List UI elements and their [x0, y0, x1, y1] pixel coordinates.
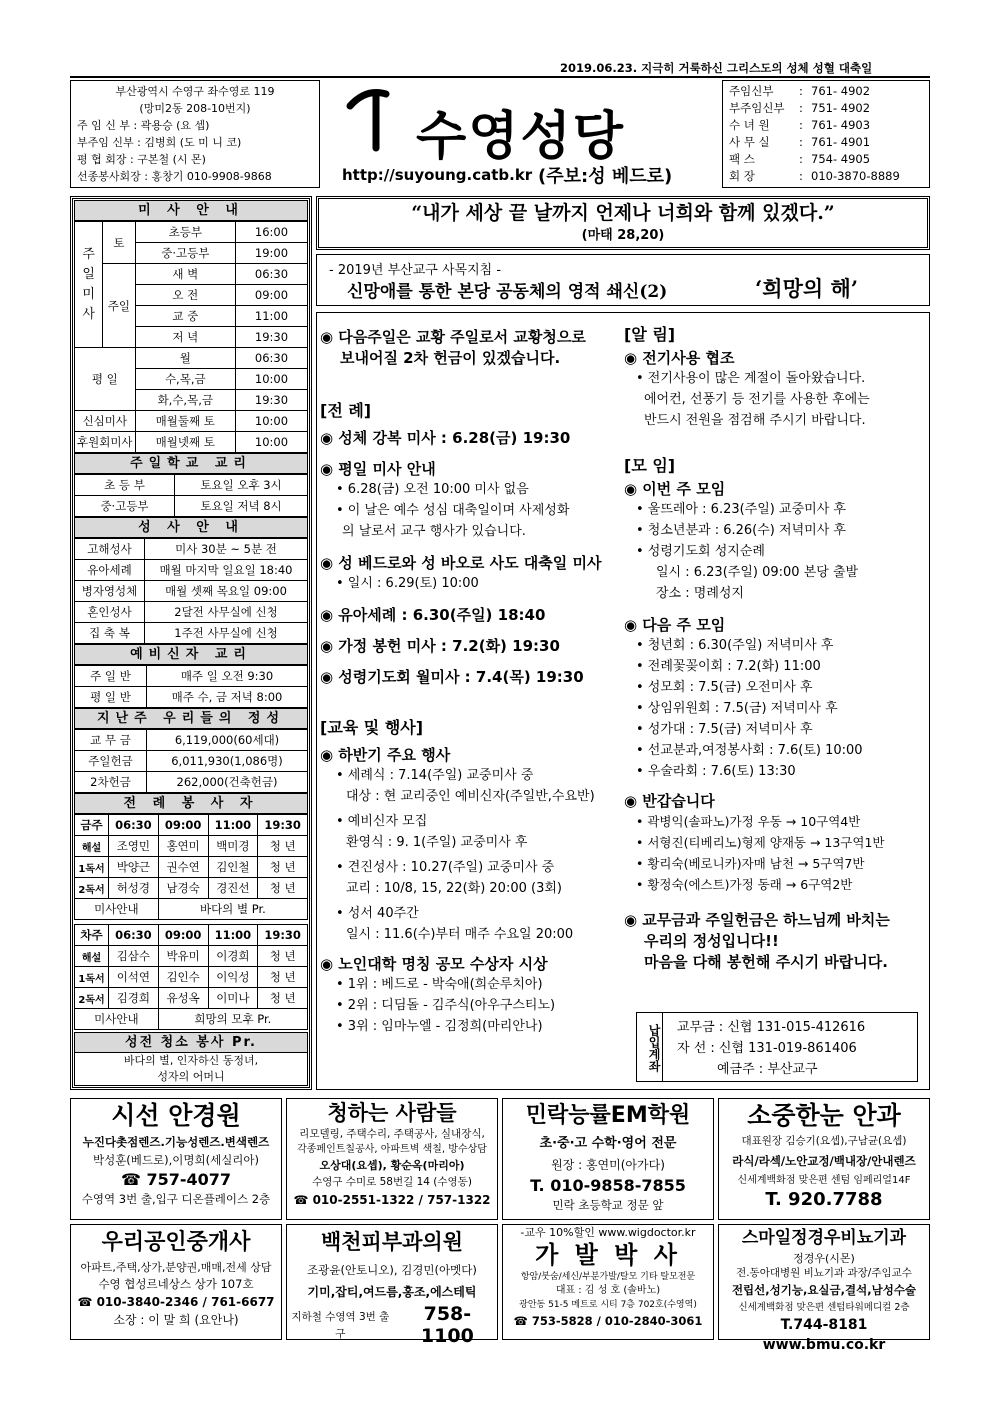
liturgy-title: 전 례 봉 사 자 [74, 793, 308, 814]
row-label: 병자영성체 [75, 581, 145, 602]
cell: 06:30 [109, 815, 159, 836]
mass-name: 초등부 [135, 222, 235, 243]
cell: 희망의 모후 Pr. [158, 1009, 307, 1030]
cell: 청 년 [258, 878, 308, 899]
ad-line: 대표원장 김승기(요셉),구남균(요셉) [741, 1135, 907, 1147]
ad-academy [502, 1098, 714, 1220]
ad-title: 시선 안경원 [111, 1101, 241, 1130]
ad-title: 청하는 사람들 [327, 1100, 457, 1125]
mass-time: 16:00 [236, 222, 308, 243]
cell: 2독서 [75, 988, 109, 1009]
ad-title: 민락능률EM학원 [525, 1103, 691, 1128]
lit-item-line: • 일시 : 6.29(토) 10:00 [336, 576, 479, 591]
meeting-line: • 선교분과,여정봉사회 : 7.6(토) 10:00 [636, 743, 863, 758]
tithe-notice: 우리의 정성입니다!! [644, 932, 779, 950]
row-value: 6,119,000(60세대) [147, 730, 308, 751]
top-rule [70, 76, 930, 78]
cell: 금주 [75, 815, 109, 836]
lit-item-line: • 이 날은 예수 성심 대축일이며 사제성화 [336, 503, 570, 518]
ad-dermatology [286, 1224, 498, 1347]
cleaning-groups [74, 1053, 308, 1086]
cell: 06:30 [109, 925, 159, 946]
mass-time: 10:00 [236, 411, 308, 432]
meeting-line: • 성모회 : 7.5(금) 오전미사 후 [636, 680, 813, 695]
edu-item-title: ◉ 노인대학 명칭 공모 수상자 시상 [320, 955, 548, 973]
assistant-pastor-line: 부주임 신부 : 김병희 (도 미 니 코) [77, 136, 242, 149]
this-week-table [74, 814, 308, 920]
ad-line: 박성훈(베드로),이명희(세실리아) [92, 1153, 260, 1167]
cell: 이석연 [109, 967, 159, 988]
pastor-line: 주 임 신 부 : 곽용승 (요 셉) [77, 119, 210, 132]
ad-title: 스마일정경우비뇨기과 [741, 1228, 907, 1248]
cell: 바다의 별 Pr. [158, 899, 307, 920]
ad-eye-clinic [718, 1098, 930, 1220]
cell: 해설 [75, 836, 109, 857]
lit-item-title: ◉ 가정 봉헌 미사 : 7.2(화) 19:30 [320, 637, 560, 655]
ad-line: -교우 10%할인 www.wigdoctor.kr [520, 1226, 696, 1239]
account-label: 납입계좌 [637, 1013, 663, 1081]
ad-line: 신세계백화점 맞은편 센텀 임페리얼14F [737, 1175, 911, 1186]
quote-source: (마태 28,20) [581, 228, 665, 243]
sunday-school-title: 주일학교 교리 [74, 453, 308, 474]
ad-line: 전.동아대병원 비뇨기과 과장/주임교수 [736, 1267, 912, 1279]
ad-line: 아파트,주택,상가,분양권,매매,전세 상담 [80, 1261, 272, 1274]
row-label: 주 일 반 [75, 666, 147, 687]
edu-item-line: • 3위 : 임마누엘 - 김정희(마리안나) [336, 1019, 543, 1034]
ad-phone: ☎ 010-3840-2346 / 761-6677 [77, 1295, 275, 1309]
ad-wig [502, 1224, 714, 1340]
mass-time: 06:30 [236, 264, 308, 285]
cell: 경진선 [208, 878, 258, 899]
cell: 홍연미 [158, 836, 208, 857]
row-label: 주일헌금 [75, 751, 147, 772]
meeting-line: 장소 : 명례성지 [656, 586, 744, 601]
cell: 김경희 [109, 988, 159, 1009]
sacrament-title: 성 사 안 내 [74, 517, 308, 538]
mass-label: 후원회미사 [75, 432, 136, 453]
offering-table [74, 729, 308, 793]
mass-name: 화,수,목,금 [135, 390, 235, 411]
mass-name: 수,목,금 [135, 369, 235, 390]
ad-line: 초·중·고 수학·영어 전문 [539, 1136, 677, 1151]
ad-line: 전립선,성기능,요실금,결석,남성수술 [731, 1283, 917, 1297]
mass-time: 06:30 [236, 348, 308, 369]
ad-title: 백천피부과의원 [320, 1230, 463, 1254]
meeting-line: • 상임위원회 : 7.5(금) 저녁미사 후 [636, 701, 838, 716]
tithe-notice: ◉ 교무금과 주일헌금은 하느님께 바치는 [624, 911, 890, 929]
mass-name: 매월넷째 토 [135, 432, 235, 453]
ad-phone: ☎ 010-2551-1322 / 757-1322 [293, 1193, 491, 1207]
education-section-head: [교육 및 행사] [320, 718, 424, 737]
mass-name: 저 녁 [135, 327, 235, 348]
cell: 09:00 [158, 815, 208, 836]
edu-item-line: • 성서 40주간 [336, 906, 419, 921]
funeral-line: 선종봉사회장 : 홍창기 010-9908-9868 [77, 170, 272, 183]
weekday-label: 평 일 [75, 348, 136, 411]
ad-line: 대표 : 김 성 호 (솔바노) [555, 1285, 661, 1296]
ad-line: 정경우(시몬) [793, 1252, 855, 1265]
cleaning-title: 성전 청소 봉사 Pr. [74, 1032, 308, 1053]
next-week-meetings-title: ◉ 다음 주 모임 [624, 616, 726, 634]
mass-time: 19:30 [236, 390, 308, 411]
cell: 1독서 [75, 967, 109, 988]
ad-phone: T. 920.7788 [765, 1189, 883, 1210]
ad-phone: T. 010-9858-7855 [530, 1176, 686, 1195]
ad-phone: ☎ 757-4077 [120, 1170, 232, 1189]
cell: 2독서 [75, 878, 109, 899]
cell: 김삼수 [109, 946, 159, 967]
mass-name: 중·고등부 [135, 243, 235, 264]
notice-line: • 전기사용이 많은 계절이 돌아왔습니다. [636, 371, 866, 386]
ad-foot: 소장 : 이 말 희 (요안나) [113, 1313, 239, 1327]
ad-line: 광안동 51-5 메트로 시티 7층 702호(수영역) [519, 1300, 697, 1310]
mass-table [74, 221, 308, 453]
row-label: 집 축 복 [75, 623, 145, 644]
ad-remodeling [286, 1098, 498, 1220]
quote-box [316, 196, 930, 250]
row-label: 고해성사 [75, 539, 145, 560]
liturgy-section-head: [전 례] [320, 401, 372, 420]
edu-item-line: 대상 : 현 교리중인 예비신자(주일반,수요반) [346, 789, 595, 804]
account-list [677, 1017, 865, 1080]
ad-line: 기미,잡티,여드름,홍조,에스테틱 [307, 1285, 477, 1299]
edu-item-line: • 1위 : 베드로 - 박숙애(희순루치아) [336, 977, 543, 992]
row-value: 2달전 사무실에 신청 [145, 602, 308, 623]
ad-line: 수영 협성르네상스 상가 107호 [98, 1277, 254, 1291]
row-label: 유아세례 [75, 560, 145, 581]
mass-label: 신심미사 [75, 411, 136, 432]
cell: 11:00 [208, 815, 258, 836]
contact-label: 팩 스 [729, 152, 755, 166]
mass-name: 새 벽 [135, 264, 235, 285]
meeting-line: • 청소년분과 : 6.26(수) 저녁미사 후 [636, 523, 846, 538]
mass-name: 교 중 [135, 306, 235, 327]
notice-line: 반드시 전원을 점검해 주시기 바랍니다. [644, 413, 866, 428]
sunday-school-table [74, 474, 308, 517]
lit-item-line: • 6.28(금) 오전 10:00 미사 없음 [336, 482, 529, 497]
ad-realtor [70, 1224, 282, 1340]
cell: 해설 [75, 946, 109, 967]
ad-phone: ☎ 753-5828 / 010-2840-3061 [513, 1314, 703, 1328]
cell: 미사안내 [75, 899, 159, 920]
ad-foot: 수영역 3번 출,입구 디온플레이스 2층 [81, 1192, 271, 1206]
ad-title: 소중한눈 안과 [747, 1101, 901, 1130]
mass-name: 월 [135, 348, 235, 369]
lit-item-title: ◉ 성체 강복 미사 : 6.28(금) 19:30 [320, 429, 571, 447]
cell: 남경숙 [158, 878, 208, 899]
mass-time: 19:30 [236, 327, 308, 348]
contact-label: 회 장 [729, 169, 755, 183]
notice-title: ◉ 전기사용 협조 [624, 349, 735, 367]
contact-value: 751- 4902 [811, 101, 871, 115]
cell: 권수연 [158, 857, 208, 878]
edu-item-line: • 견진성사 : 10.27(주일) 교중미사 중 [336, 860, 555, 875]
cell: 이경희 [208, 946, 258, 967]
row-value: 매월 셋째 목요일 09:00 [145, 581, 308, 602]
sun-label: 주일 [103, 264, 135, 348]
row-label: 혼인성사 [75, 602, 145, 623]
cell: 김인철 [208, 857, 258, 878]
cross-icon [346, 84, 396, 157]
account-line: 예금주 : 부산교구 [717, 1062, 818, 1077]
notice-line: 에어컨, 선풍기 등 전기를 사용한 후에는 [644, 392, 870, 407]
account-line: 교무금 : 신협 131-015-412616 [677, 1020, 866, 1035]
cell: 청 년 [258, 988, 308, 1009]
ad-line: 각종페인트칠공사, 아파트벽 색칠, 방수상담 [297, 1144, 487, 1155]
cell: 청 년 [258, 946, 308, 967]
row-label: 평 일 반 [75, 687, 147, 708]
mass-name: 매월둘째 토 [135, 411, 235, 432]
row-value: 1주전 사무실에 신청 [145, 623, 308, 644]
cell: 이미나 [208, 988, 258, 1009]
account-box [636, 1012, 918, 1082]
catechumen-table [74, 665, 308, 708]
patron-label: (주보:성 베드로) [538, 166, 673, 187]
meeting-line: 일시 : 6.23(주일) 09:00 본당 출발 [656, 565, 859, 580]
row-value: 매주 수, 금 저녁 8:00 [147, 687, 308, 708]
cell: 1독서 [75, 857, 109, 878]
ad-title: 우리공인중개사 [101, 1229, 251, 1255]
logo-area [326, 80, 716, 188]
contact-value: 761- 4901 [811, 135, 871, 149]
mass-title: 미 사 안 내 [74, 200, 308, 221]
ad-line: 리모델링, 주택수리, 주택공사, 실내장식, [299, 1128, 485, 1140]
row-label: 중·고등부 [75, 496, 175, 517]
edu-item-title: ◉ 하반기 주요 행사 [320, 746, 451, 764]
sat-label: 토 [103, 222, 135, 264]
pastoral-box [316, 254, 930, 306]
edu-item-line: 일시 : 11.6(수)부터 매주 수요일 20:00 [346, 927, 574, 942]
offering-title: 지난주 우리들의 정성 [74, 708, 308, 729]
row-value: 토요일 저녁 8시 [175, 496, 308, 517]
cell: 11:00 [208, 925, 258, 946]
pastoral-year: - 2019년 부산교구 사목지침 - [329, 263, 502, 278]
pope-sunday-notice-2: 보내어질 2차 헌금이 있겠습니다. [340, 349, 561, 367]
ad-line: 항암/붓숨/세신/부분가발/탈모 기타 탈모전문 [520, 1272, 696, 1282]
contact-value: 754- 4905 [811, 152, 871, 166]
row-value: 미사 30분 ~ 5분 전 [145, 539, 308, 560]
lit-item-title: ◉ 성령기도회 월미사 : 7.4(목) 19:30 [320, 668, 584, 686]
date-line: 2019.06.23. 지극히 거룩하신 그리스도의 성체 성혈 대축일 [560, 61, 873, 75]
welcome-line: • 황정숙(에스트)가정 동래 → 6구역2반 [636, 877, 853, 892]
welcome-title: ◉ 반갑습니다 [624, 792, 715, 810]
mass-name: 오 전 [135, 285, 235, 306]
pope-sunday-notice: ◉ 다음주일은 교황 주일로서 교황청으로 [320, 328, 586, 346]
contact-label: 부주임신부 [729, 101, 785, 115]
logo-title: 수영성당 [416, 106, 625, 167]
cell: 차주 [75, 925, 109, 946]
cleaning-line: 바다의 별, 인자하신 동정녀, [123, 1054, 259, 1067]
parish-info [70, 80, 320, 188]
edu-item-line: 환영식 : 9. 1(주일) 교중미사 후 [346, 835, 528, 850]
lit-item-line: 의 날로서 교구 행사가 있습니다. [342, 524, 526, 539]
ad-line: 오상대(요셉), 황순옥(마리아) [319, 1159, 465, 1172]
cell: 청 년 [258, 857, 308, 878]
pastoral-year-name: ‘희망의 해’ [755, 276, 859, 301]
contact-value: 010-3870-8889 [811, 169, 900, 183]
meeting-section-head: [모 임] [624, 456, 676, 475]
meeting-line: • 청년회 : 6.30(주일) 저녁미사 후 [636, 638, 834, 653]
address-line-2: (망미2동 208-10번지) [139, 102, 251, 115]
edu-item-line: • 세례식 : 7.14(주일) 교중미사 중 [336, 768, 534, 783]
ad-foot: 지하철 수영역 3번 출구 [291, 1311, 390, 1340]
row-value: 매월 마지막 일요일 18:40 [145, 560, 308, 581]
edu-item-line: • 2위 : 디딤돌 - 김주식(아우구스티노) [336, 998, 556, 1013]
contact-info: 주임신부 : 761- 4902 부주임신부 : 751- 4902 수 녀 원 : 761- 4903 사 무 실 : 761- 4901 팩 스 : 754- 4905 회 장 : 010-3870-8889 [722, 80, 930, 188]
notice-section-head: [알 림] [624, 325, 676, 344]
cell: 19:30 [258, 815, 308, 836]
mass-time: 10:00 [236, 432, 308, 453]
contact-label: 사 무 실 [729, 135, 770, 149]
parish-url[interactable]: http://suyoung.catb.kr [342, 166, 533, 184]
sunday-mass-label: 주일미사 [75, 222, 103, 348]
meeting-line: • 울뜨레아 : 6.23(주일) 교중미사 후 [636, 502, 846, 517]
cell: 유성옥 [158, 988, 208, 1009]
ad-urology [718, 1224, 930, 1353]
mass-time: 19:00 [236, 243, 308, 264]
cell: 조영민 [109, 836, 159, 857]
edu-item-line: • 예비신자 모집 [336, 814, 428, 829]
cell: 미사안내 [75, 1009, 159, 1030]
meeting-line: • 성령기도회 성지순례 [636, 544, 765, 559]
next-week-table [74, 924, 308, 1030]
cell: 이익성 [208, 967, 258, 988]
council-line: 평 협 회장 : 구본철 (시 몬) [77, 153, 206, 166]
cell: 김인수 [158, 967, 208, 988]
quote-text: “내가 세상 끝 날까지 언제나 너희와 함께 있겠다.” [411, 202, 835, 224]
cell: 청 년 [258, 836, 308, 857]
this-week-meetings-title: ◉ 이번 주 모임 [624, 480, 726, 498]
ad-line: 수영구 수미로 58번길 14 (수영동) [312, 1176, 472, 1188]
row-value: 262,000(건축헌금) [147, 772, 308, 793]
lit-item-title: ◉ 유아세례 : 6.30(주일) 18:40 [320, 606, 546, 624]
cleaning-line: 성자의 어머니 [157, 1070, 225, 1083]
row-label: 2차헌금 [75, 772, 147, 793]
sacrament-table [74, 538, 308, 644]
ad-line: 신세계백화점 맞은편 센텀타워메디컬 2층 [738, 1302, 910, 1313]
row-value: 6,011,930(1,086명) [147, 751, 308, 772]
ad-optician [70, 1098, 282, 1220]
ad-phone: T.744-8181 www.bmu.co.kr [762, 1317, 886, 1353]
sidebar [70, 196, 312, 1090]
cell: 청 년 [258, 967, 308, 988]
ad-foot: 민락 초등학교 정문 앞 [552, 1198, 664, 1212]
account-line: 자 선 : 신협 131-019-861406 [677, 1041, 857, 1056]
ad-line: 조광윤(안토니오), 김경민(아멧다) [307, 1263, 477, 1277]
contact-value: 761- 4902 [811, 84, 871, 98]
ad-phone: 758-1100 [420, 1303, 474, 1347]
cell: 19:30 [258, 925, 308, 946]
meeting-line: • 성가대 : 7.5(금) 저녁미사 후 [636, 722, 813, 737]
mass-time: 11:00 [236, 306, 308, 327]
tithe-notice: 마음을 다해 봉헌해 주시기 바랍니다. [644, 953, 888, 971]
ad-line: 라식/라섹/노안교정/백내장/안내렌즈 [732, 1154, 916, 1168]
pastoral-theme: 신망애를 통한 본당 공동체의 영적 쇄신(2) [347, 282, 668, 302]
catechumen-title: 예비신자 교리 [74, 644, 308, 665]
cell: 박양근 [109, 857, 159, 878]
ad-title: 가 발 박 사 [535, 1241, 681, 1269]
lit-item-title: ◉ 평일 미사 안내 [320, 460, 436, 478]
ad-line: 누진다촛점렌즈.기능성렌즈.변색렌즈 [82, 1135, 270, 1149]
row-value: 매주 일 오전 9:30 [147, 666, 308, 687]
lit-item-title: ◉ 성 베드로와 성 바오로 사도 대축일 미사 [320, 554, 602, 572]
contact-label: 수 녀 원 [729, 118, 770, 132]
row-value: 토요일 오후 3시 [175, 475, 308, 496]
column-1 [320, 326, 620, 1037]
meeting-line: • 우술라회 : 7.6(토) 13:30 [636, 764, 796, 779]
ad-line: 원장 : 홍연미(아가다) [551, 1158, 665, 1172]
column-2 [624, 322, 926, 972]
address-line: 부산광역시 수영구 좌수영로 119 [115, 85, 275, 98]
row-label: 초 등 부 [75, 475, 175, 496]
mass-time: 10:00 [236, 369, 308, 390]
welcome-line: • 곽병익(솔파노)가정 우동 → 10구역4반 [636, 814, 861, 829]
cell: 09:00 [158, 925, 208, 946]
welcome-line: • 황리숙(베로니카)자매 남천 → 5구역7반 [636, 856, 865, 871]
contact-label: 주임신부 [729, 84, 774, 98]
cell: 허성경 [109, 878, 159, 899]
meeting-line: • 전례꽃꽂이회 : 7.2(화) 11:00 [636, 659, 821, 674]
row-label: 교 무 금 [75, 730, 147, 751]
cell: 박유미 [158, 946, 208, 967]
mass-time: 09:00 [236, 285, 308, 306]
welcome-line: • 서형진(티베리노)형제 양재동 → 13구역1반 [636, 835, 885, 850]
contact-value: 761- 4903 [811, 118, 871, 132]
edu-item-line: 교리 : 10/8, 15, 22(화) 20:00 (3회) [346, 881, 562, 896]
cell: 백미경 [208, 836, 258, 857]
